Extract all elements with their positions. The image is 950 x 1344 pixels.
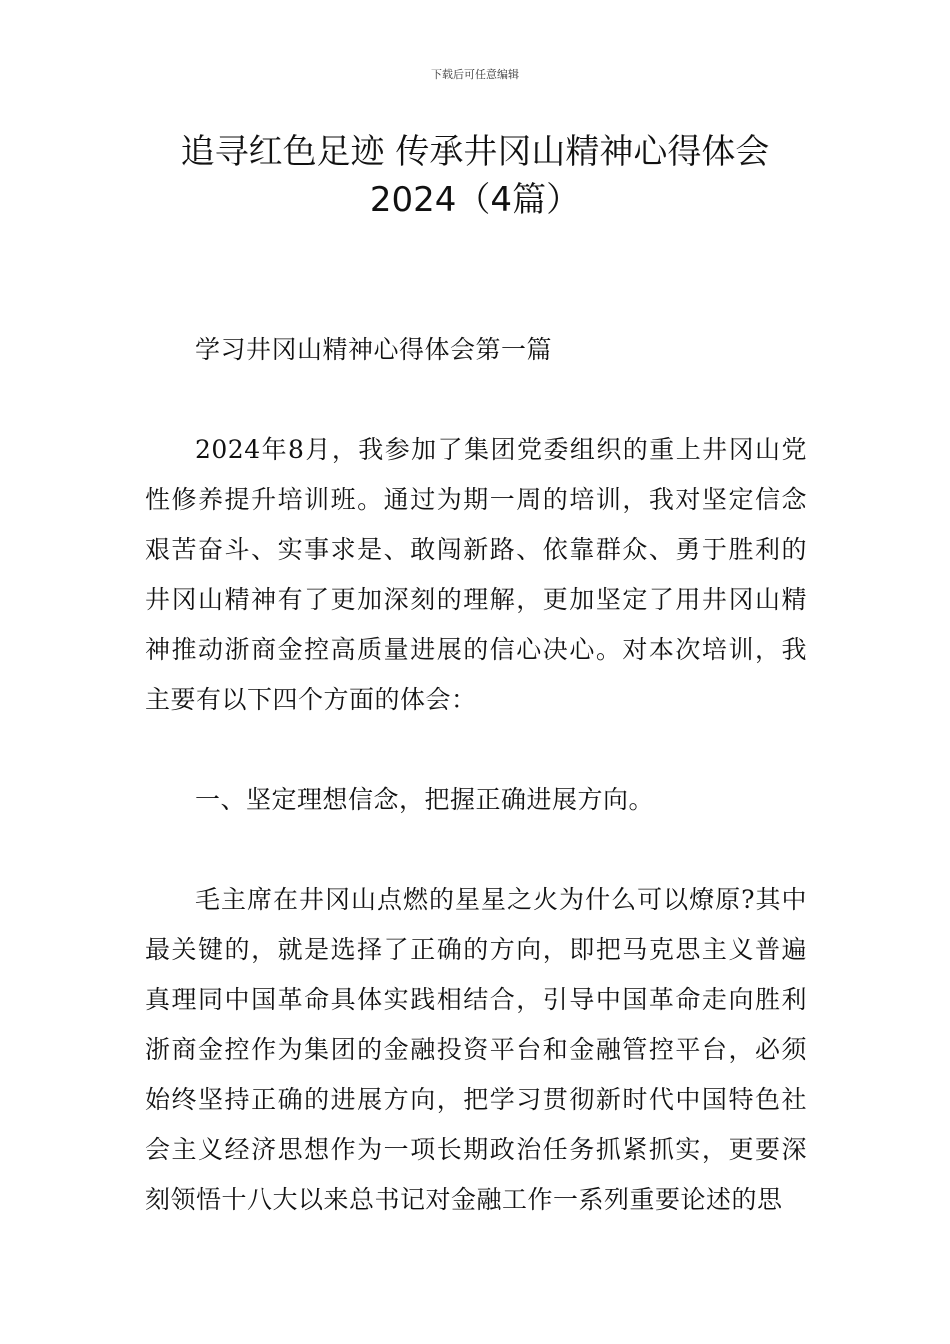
title-line-2: 2024（4篇） bbox=[369, 180, 581, 220]
section-heading: 学习井冈山精神心得体会第一篇 bbox=[195, 335, 553, 364]
paragraph-2: 毛主席在井冈山点燃的星星之火为什么可以燎原?其中最关键的，就是选择了正确的方向，即把马克思主义普遍真理同中国革命具体实践相结合，引导中国革命走向胜利浙商金控作为集团的金融投资平台和金融管控平台，必须始终坚持正确的进展方向，把学习贯彻新时代中国特色社会主义经济思想作为一项长期政治任务抓紧抓实，更要深刻领悟十八大以来总书记对金融工作一系列重要论述的思 bbox=[145, 885, 807, 1214]
section-heading-block bbox=[145, 325, 807, 375]
paragraph-block-1 bbox=[145, 425, 807, 725]
point-1-heading: 一、坚定理想信念，把握正确进展方向。 bbox=[195, 785, 655, 814]
header-note: 下载后可任意编辑 bbox=[431, 68, 519, 81]
point-heading-block bbox=[145, 775, 807, 825]
title-line-1: 追寻红色足迹 传承井冈山精神心得体会 bbox=[180, 132, 770, 172]
paragraph-block-2 bbox=[145, 875, 807, 1225]
document-title bbox=[100, 128, 850, 224]
paragraph-1: 2024年8月，我参加了集团党委组织的重上井冈山党性修养提升培训班。通过为期一周的培训，我对坚定信念艰苦奋斗、实事求是、敢闯新路、依靠群众、勇于胜利的井冈山精神有了更加深刻的理解，更加坚定了用井冈山精神推动浙商金控高质量进展的信心决心。对本次培训，我主要有以下四个方面的体会： bbox=[145, 435, 807, 714]
